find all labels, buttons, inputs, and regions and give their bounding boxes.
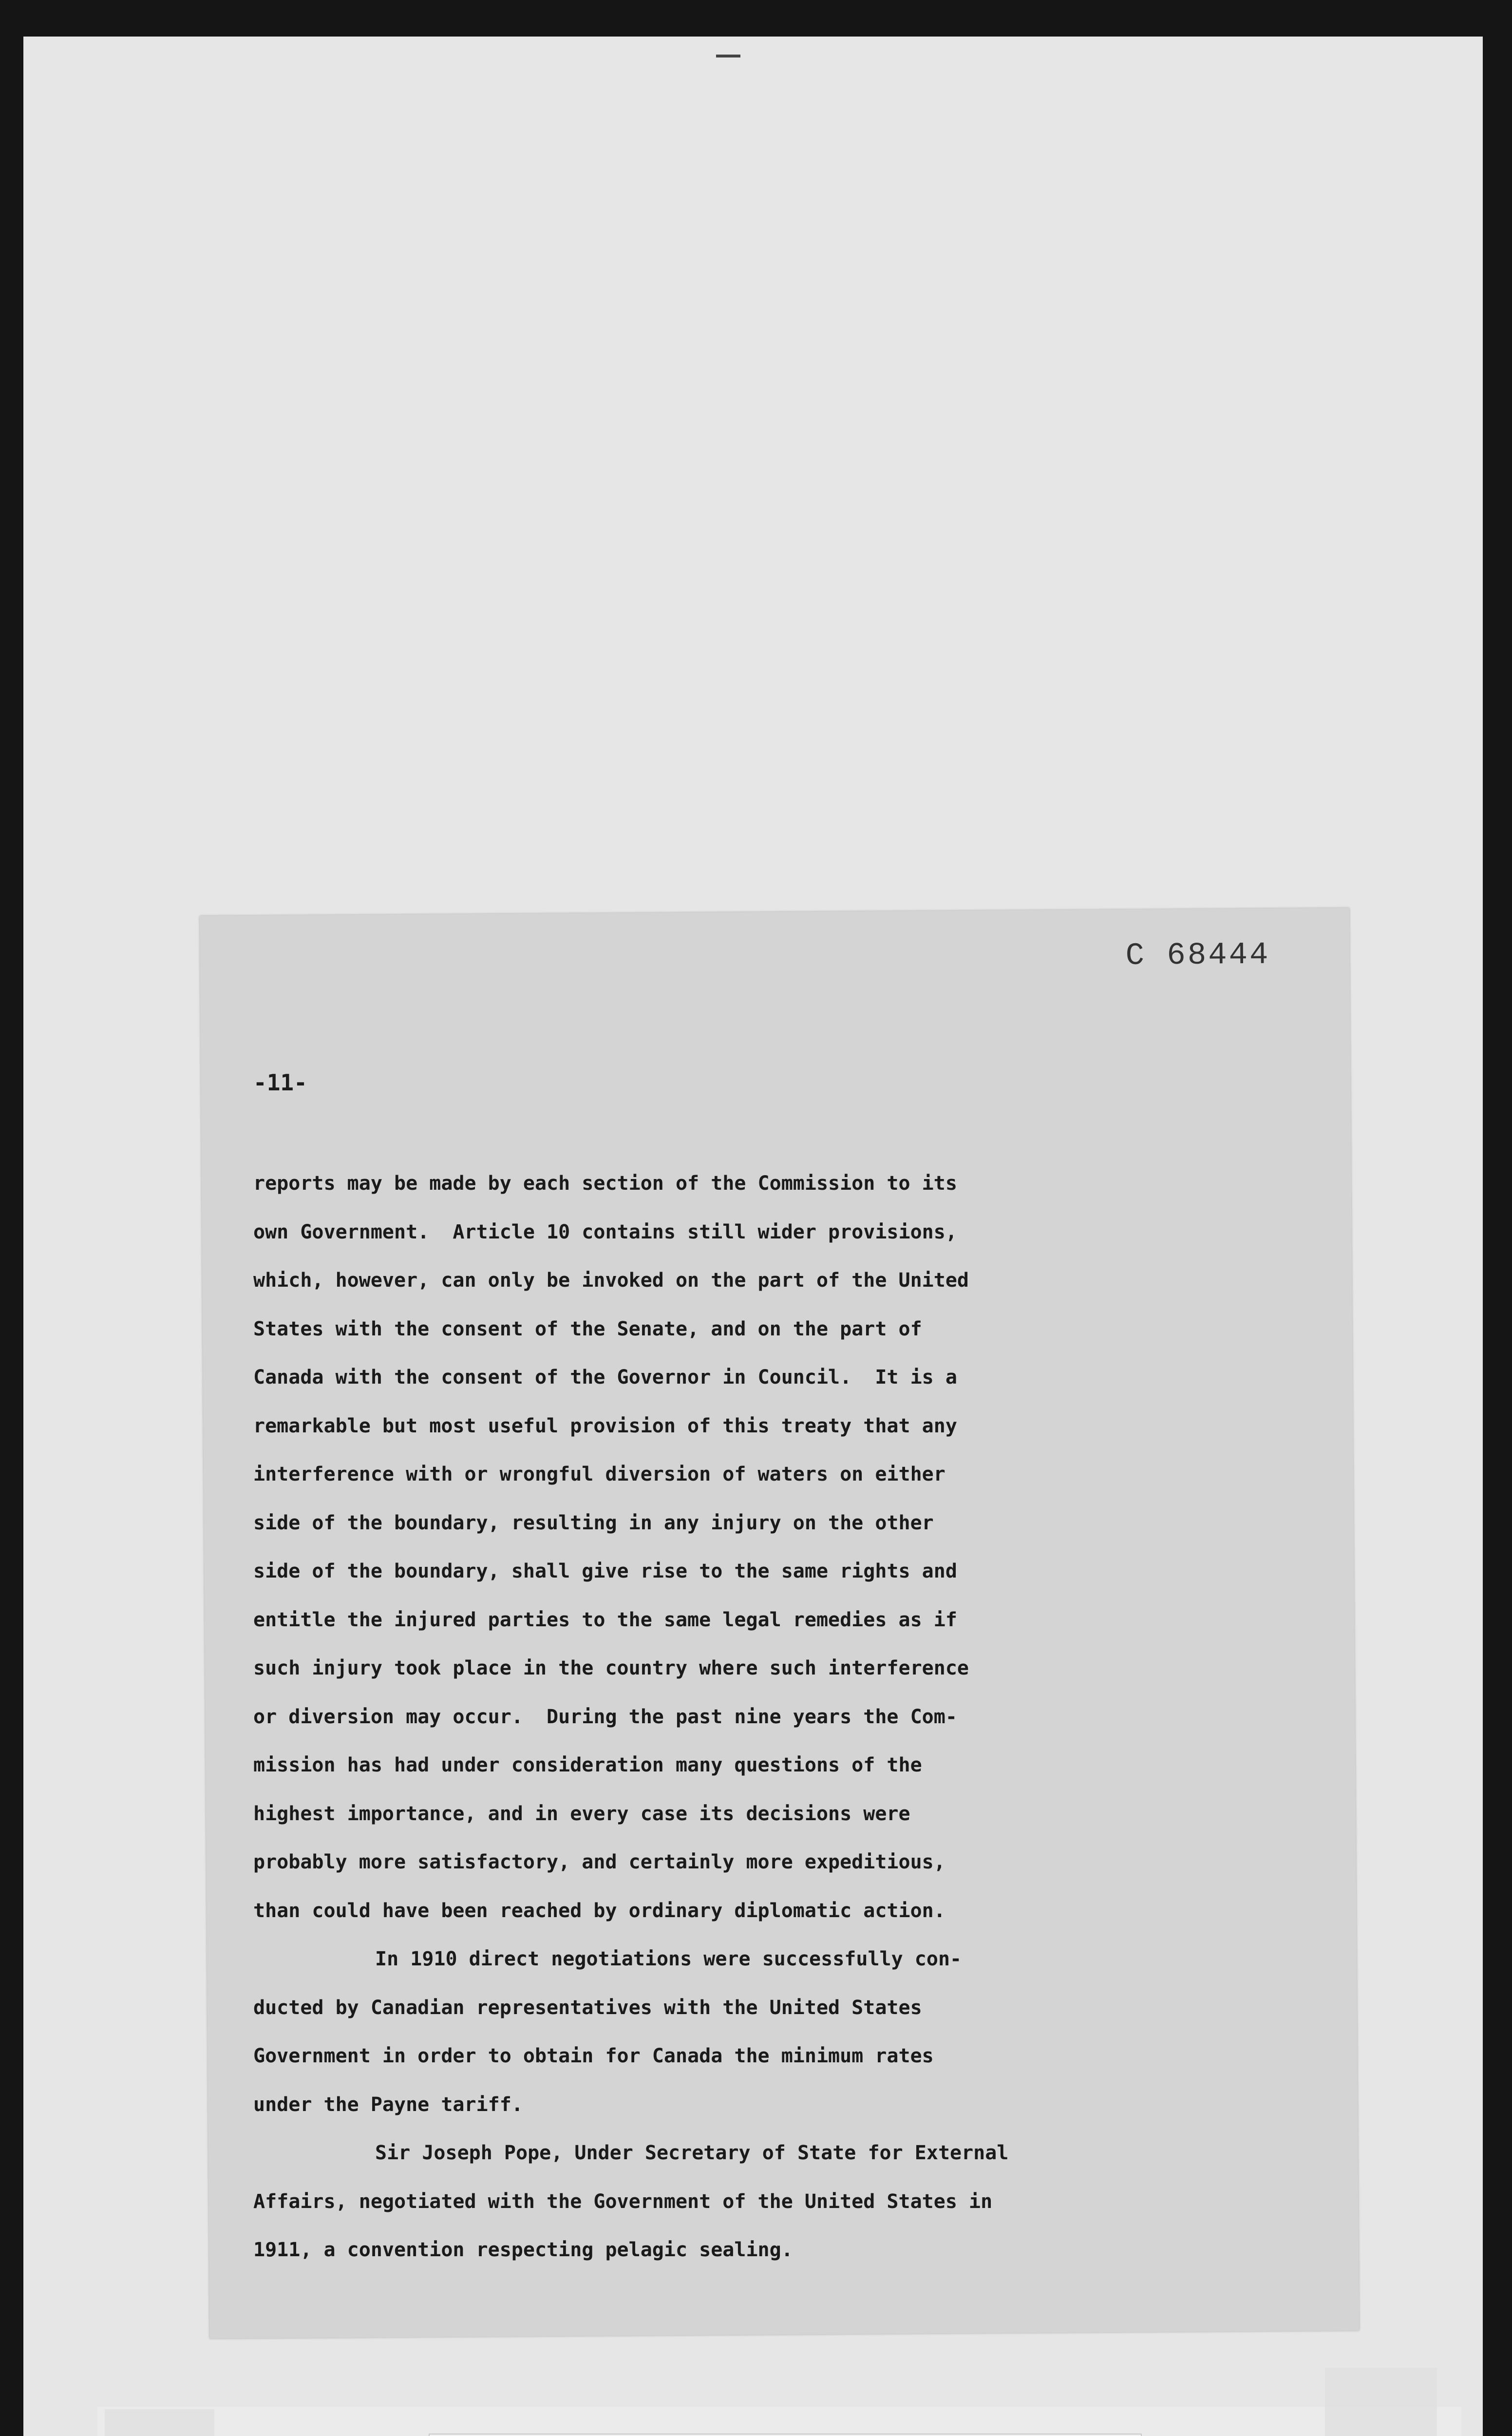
text-line: reports may be made by each section of the Commission to its: [253, 1172, 957, 1195]
text-line: under the Payne tariff.: [253, 2093, 523, 2116]
text-line: Sir Joseph Pope, Under Secretary of State for External: [375, 2142, 1009, 2164]
text-line: own Government. Article 10 contains still wider provisions,: [253, 1220, 957, 1243]
tape-strip-left: [105, 2409, 214, 2436]
text-line: Government in order to obtain for Canada the minimum rates: [253, 2045, 934, 2067]
text-line: remarkable but most useful provision of this treaty that any: [253, 1414, 957, 1437]
archive-label-area: [97, 2407, 1461, 2436]
text-line: highest importance, and in every case its decisions were: [253, 1802, 910, 1825]
tape-strip-right: [1325, 2368, 1437, 2436]
text-line: or diversion may occur. During the past nine years the Com-: [253, 1705, 957, 1728]
text-line: side of the boundary, shall give rise to the same rights and: [253, 1560, 957, 1582]
text-line: States with the consent of the Senate, and on the part of: [253, 1317, 922, 1340]
text-line: In 1910 direct negotiations were successfully con-: [375, 1948, 962, 1970]
page-number: -11-: [253, 1069, 307, 1096]
text-line: interference with or wrongful diversion of waters on either: [253, 1463, 945, 1485]
text-line: mission has had under consideration many questions of the: [253, 1754, 922, 1776]
text-line: ducted by Canadian representatives with the United States: [253, 1996, 922, 2019]
text-line: Affairs, negotiated with the Government of the United States in: [253, 2190, 993, 2213]
collection-label: [429, 2434, 1142, 2436]
text-line: side of the boundary, resulting in any injury on the other: [253, 1511, 934, 1534]
text-line: Canada with the consent of the Governor in Council. It is a: [253, 1366, 957, 1389]
document-body: [253, 1160, 1218, 2275]
text-line: such injury took place in the country where such interference: [253, 1657, 969, 1679]
text-line: 1911, a convention respecting pelagic sealing.: [253, 2239, 793, 2261]
text-line: probably more satisfactory, and certainly more expeditious,: [253, 1851, 945, 1873]
text-line: than could have been reached by ordinary diplomatic action.: [253, 1899, 945, 1922]
reference-number: C 68444: [1125, 937, 1270, 974]
text-line: entitle the injured parties to the same legal remedies as if: [253, 1608, 957, 1631]
text-line: which, however, can only be invoked on the part of the United: [253, 1269, 969, 1292]
registration-mark: [716, 55, 740, 57]
